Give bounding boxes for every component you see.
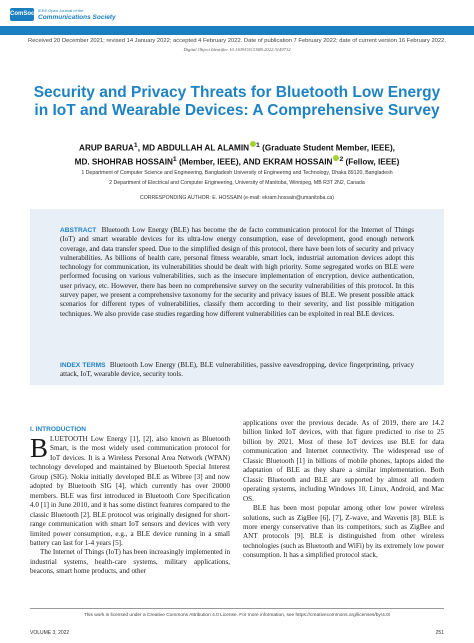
author-sup: 1	[256, 142, 260, 149]
author-line-2	[20, 154, 454, 168]
author-role: (Graduate Student Member, IEEE),	[259, 143, 395, 153]
left-column	[30, 435, 230, 577]
author-sup: 2	[339, 156, 344, 164]
abstract	[60, 226, 414, 319]
author-line-1	[20, 140, 454, 154]
index-terms-text: Bluetooth Low Energy (BLE), BLE vulnerabilities, passive eavesdropping, device fingerprinting, privacy attack, IoT, wearable device, security tools.	[60, 361, 414, 379]
intro-paragraph-2: The Internet of Things (IoT) has been increasingly implemented in industrial systems, health-care systems, military applications, beacons, smart home products, and other	[30, 548, 230, 576]
license-notice: This work is licensed under a Creative Commons Attribution 4.0 License. For more information, see https://creativecommons.org/licenses/by/4.0/	[83, 613, 391, 618]
volume-label: VOLUME 3, 2022	[30, 630, 70, 636]
author-role: (Fellow, IEEE)	[343, 157, 400, 167]
index-terms	[60, 361, 414, 380]
affiliation-2: 2 Department of Electrical and Computer Engineering, University of Manitoba, Winnipeg, MB R3T 2N2, Canada	[109, 180, 365, 186]
abstract-text: Bluetooth Low Energy (BLE) has become the de facto communication protocol for the Internet of Things (IoT) and smart wearable devices for its ultra-low energy consumption, ease of development, good enough network coverage, and data transfer speed. Due to the simplified design of this protocol, there have been lots of security and privacy vulnerabilities. As billions of health care, personal fitness wearable, smart lock, industrial automation devices adopt this technology for communication, its vulnerabilities should be dealt with high priority. Some segregated works on BLE were performed focusing on various vulnerabilities, such as the insecure implementation of encryption, device authentication, user privacy, etc. However, there has been no comprehensive survey on the security vulnerabilities of this protocol. In this survey paper, we present a comprehensive taxonomy for the security and privacy issues of BLE. We present possible attack scenarios for different types of vulnerabilities, classify them according to their severity, and list possible mitigation techniques. We also provide case studies regarding how different vulnerabilities can be exploited in real BLE devices.	[60, 226, 414, 318]
intro-paragraph-3: applications over the previous decade. As of 2019, there are 14.2 billion linked IoT devices, with that figure predicted to rise to 25 billion by 2021. Most of these IoT devices use BLE for data communication and Internet connectivity. The widespread use of Classic Bluetooth [1] in billions of mobile phones, laptops aided the adaptation of BLE as they share a similar implementation. Both Classic Bluetooth and BLE are supported by almost all modern operating systems, including Windows 10, Linux, Android, and Mac OS.	[243, 419, 444, 503]
author-sup: 1	[172, 156, 177, 164]
page-number: 251	[435, 630, 444, 636]
intro-paragraph-1: LUETOOTH Low Energy [1], [2], also known as Bluetooth Smart, is the most widely used communication protocol for IoT devices. It is a Wireless Personal Area Network (WPAN) technology developed and maintained by Bluetooth Special Interest Group (SIG). Nokia initially developed BLE as Wibree [3] and now adopted by Bluetooth SIG [4], which currently has over 20000 members. BLE was first introduced in Bluetooth Core Specification 4.0 [1] in June 2010, and it has some distinct features compared to the classic Bluetooth [2]. BLE protocol was originally designed for short-range communication with smart IoT sensors and devices with very limited power consumption, e.g., a BLE device running in a small battery can last for 1-4 years [5].	[30, 435, 230, 547]
doi: Digital Object Identifier 10.1109/OJCOMS.2022.3149732	[183, 47, 291, 52]
journal-logo: ComSoc	[10, 8, 34, 21]
right-column	[243, 419, 444, 561]
publication-dates: Received 20 December 2021; revised 14 January 2022; accepted 4 February 2022. Date of publication 7 February 2022; date of current version 16 February 2022.	[28, 38, 446, 44]
affiliation-1: 1 Department of Computer Science and Engineering, Bangladesh University of Engineering and Technology, Dhaka 89120, Bangladesh	[81, 170, 393, 176]
author-name: ARUP BARUA	[79, 143, 134, 153]
drop-cap: B	[30, 433, 49, 463]
journal-name: Communications Society	[38, 14, 116, 21]
corresponding-author: CORRESPONDING AUTHOR: E. HOSSAIN (e-mail: ekram.hossain@umanitoba.ca)	[139, 195, 335, 201]
section-heading: I. INTRODUCTION	[30, 426, 87, 433]
header-band	[0, 26, 474, 35]
journal-small-label: IEEE Open Journal of the	[38, 8, 84, 13]
author-name: (Member, IEEE), AND EKRAM HOSSAIN	[176, 157, 333, 167]
paper-title: Security and Privacy Threats for Bluetooth Low Energy in IoT and Wearable Devices: A Comprehensive Survey	[33, 84, 441, 119]
intro-paragraph-4: BLE has been most popular among other low power wireless solutions, such as ZigBee [6], [7], Z-wave, and Wavenis [8]. BLE is more energy conservative than its competitors, such as ZigBee and ANT protocols [9]. BLE is distinguished from other wireless technologies (such as Bluetooth and WiFi) by its extremely low power consumption. It has a simplified protocol stack,	[243, 504, 444, 560]
abstract-label: ABSTRACT	[60, 227, 97, 234]
author-sup: 1	[133, 142, 138, 149]
author-name: , MD ABDULLAH AL ALAMIN	[137, 143, 250, 153]
index-terms-label: INDEX TERMS	[60, 362, 106, 369]
author-list	[20, 140, 454, 168]
footer-divider	[30, 608, 444, 609]
author-name: MD. SHOHRAB HOSSAIN	[74, 157, 173, 167]
